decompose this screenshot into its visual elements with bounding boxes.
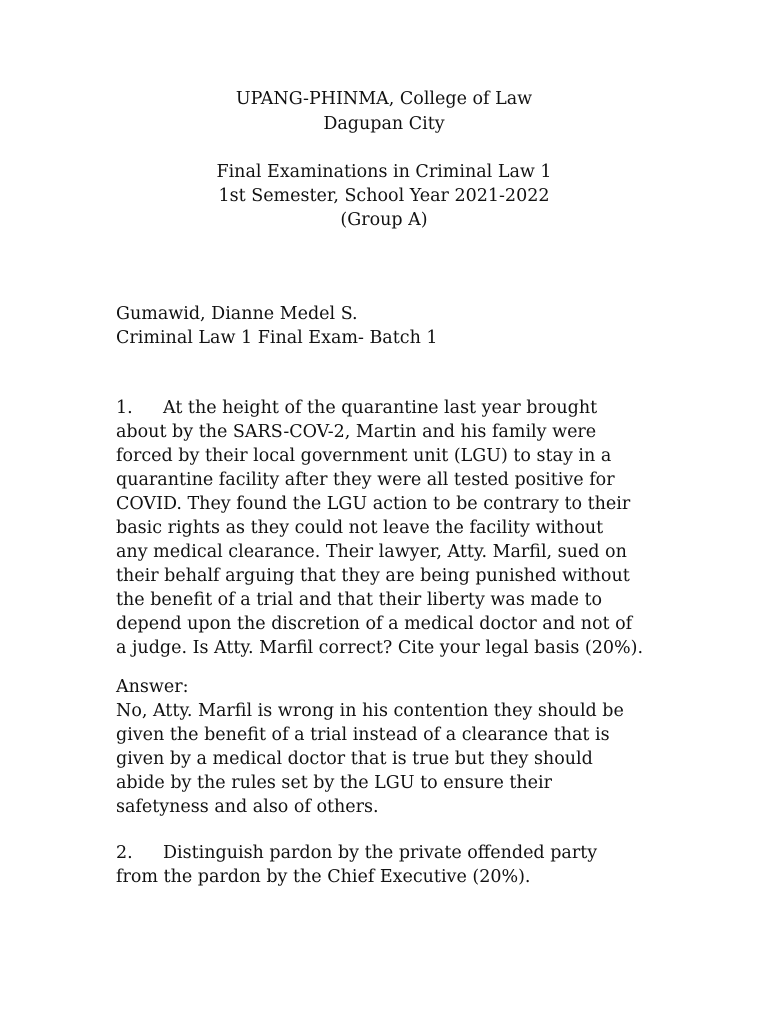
question-1-text-line: COVID. They found the LGU action to be contrary to their <box>116 494 631 514</box>
answer-text-line: No, Atty. Marfil is wrong in his contention they should be <box>116 701 624 721</box>
question-2-text-line: Distinguish pardon by the private offended party <box>163 843 598 863</box>
question-2-number: 2. <box>116 843 133 863</box>
exam-title: Final Examinations in Criminal Law 1 <box>216 162 552 182</box>
student-name: Gumawid, Dianne Medel S. <box>116 304 358 324</box>
question-1-first-line <box>116 396 597 420</box>
question-1-text-line: the benefit of a trial and that their liberty was made to <box>116 590 603 610</box>
answer-text-line: safetyness and also of others. <box>116 797 379 817</box>
question-1-text-line: At the height of the quarantine last year brought <box>163 398 598 418</box>
question-1-number: 1. <box>116 398 133 418</box>
question-1-text-line: their behalf arguing that they are being punished without <box>116 566 630 586</box>
institution-name: UPANG-PHINMA, College of Law <box>235 89 533 109</box>
city-name: Dagupan City <box>323 114 445 134</box>
question-2-text-line: from the pardon by the Chief Executive (20%). <box>116 867 531 887</box>
semester-line: 1st Semester, School Year 2021-2022 <box>218 186 550 206</box>
exam-batch: Criminal Law 1 Final Exam- Batch 1 <box>116 328 438 348</box>
question-1-text-line: any medical clearance. Their lawyer, Atty. Marfil, sued on <box>116 542 627 562</box>
question-1-text-line: depend upon the discretion of a medical doctor and not of <box>116 614 633 634</box>
answer-label: Answer: <box>116 677 189 697</box>
question-1-text-line: a judge. Is Atty. Marfil correct? Cite your legal basis (20%). <box>116 638 644 658</box>
answer-text-line: given the benefit of a trial instead of a clearance that is <box>116 725 610 745</box>
question-1-text-line: forced by their local government unit (LGU) to stay in a <box>116 446 612 466</box>
question-1-text-line: basic rights as they could not leave the facility without <box>116 518 604 538</box>
question-1-text-line: about by the SARS-COV-2, Martin and his family were <box>116 422 597 442</box>
group-line: (Group A) <box>340 210 428 230</box>
answer-text-line: given by a medical doctor that is true but they should <box>116 749 593 769</box>
question-1-text-line: quarantine facility after they were all tested positive for <box>116 470 615 490</box>
question-2-first-line <box>116 841 597 865</box>
answer-text-line: abide by the rules set by the LGU to ensure their <box>116 773 552 793</box>
